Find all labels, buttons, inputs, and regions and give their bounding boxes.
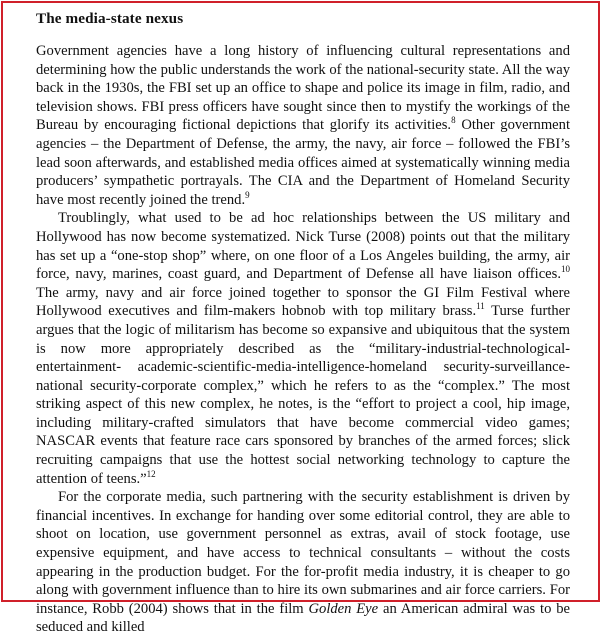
footnote-ref-12[interactable]: 12 [146, 468, 156, 479]
page-frame [1, 1, 600, 636]
paragraph-3-text-a: For the corporate media, such partnering with the security establishment is driven by financial incentives. In exchange for handing over some editorial control, they are able to shoot on location, use government personnel as extras, avail of stock footage, use expensive equipment, and have access to technical consultants – without the costs appearing in the production budget. For the for-profit media industry, it is cheaper to go along with government influence than to hire its own submarines and air force carriers. For instance, Robb (2004) shows that in the film [36, 489, 570, 617]
paragraph-1-text-b: Other government agencies – the Department of Defense, the army, the navy, air force – followed the FBI’s lead soon afterwards, and established media offices aimed at systematically winning media producers’ sympathetic portrayals. The CIA and the Department of Homeland Security have most recently joined the trend. [36, 117, 570, 208]
footnote-ref-10[interactable]: 10 [561, 264, 570, 275]
paragraph-2-text-a: Troublingly, what used to be ad hoc relationships between the US military and Hollywood has now become systematized. Nick Turse (2008) points out that the military has set up a “one-stop shop” where, on one floor of a Los Angeles building, the army, air force, navy, marines, coast guard, and Department of Defense all have liaison offices. [36, 210, 570, 283]
paragraph-2-text-b: The army, navy and air force joined together to sponsor the GI Film Festival where Hollywood executives and film-makers hobnob with top military brass. [36, 284, 570, 320]
paragraph-1-text-a: Government agencies have a long history of influencing cultural representations and determining how the public understands the work of the national-security state. All the way back in the 1930s, the FBI set up an office to shape and police its image in film, radio, and television shows. FBI press officers have sought since then to mystify the workings of the Bureau by encouraging fictional depictions that glorify its activities. [36, 43, 570, 134]
footnote-ref-11[interactable]: 11 [476, 301, 485, 312]
film-title: Golden Eye [308, 600, 379, 617]
paragraph-2 [36, 209, 570, 488]
document-page [36, 9, 570, 637]
paragraph-2-text-c: Turse further argues that the logic of militarism has become so expansive and ubiquitous that the system is now more appropriately described as the “military-industrial-technological-entertainment- academic-scientific-media-intelligence-homeland security-surveillance-national security-corporate complex,” which he refers to as the “complex.” The most striking aspect of this new complex, he notes, is the “effort to project a cool, hip image, including military-crafted simulators that have become commercial video games; NASCAR events that feature race cars sponsored by branches of the armed forces; slick recruiting campaigns that use the hottest social networking technology to capture the attention of teens.” [36, 303, 571, 487]
footnote-ref-8[interactable]: 8 [451, 115, 456, 126]
footnote-ref-9[interactable]: 9 [245, 189, 250, 200]
paragraph-3 [36, 488, 570, 637]
paragraph-1 [36, 42, 570, 209]
paragraph-3-text-b: an American admiral was to be seduced and killed [36, 600, 571, 636]
section-heading: The media-state nexus [36, 10, 184, 27]
